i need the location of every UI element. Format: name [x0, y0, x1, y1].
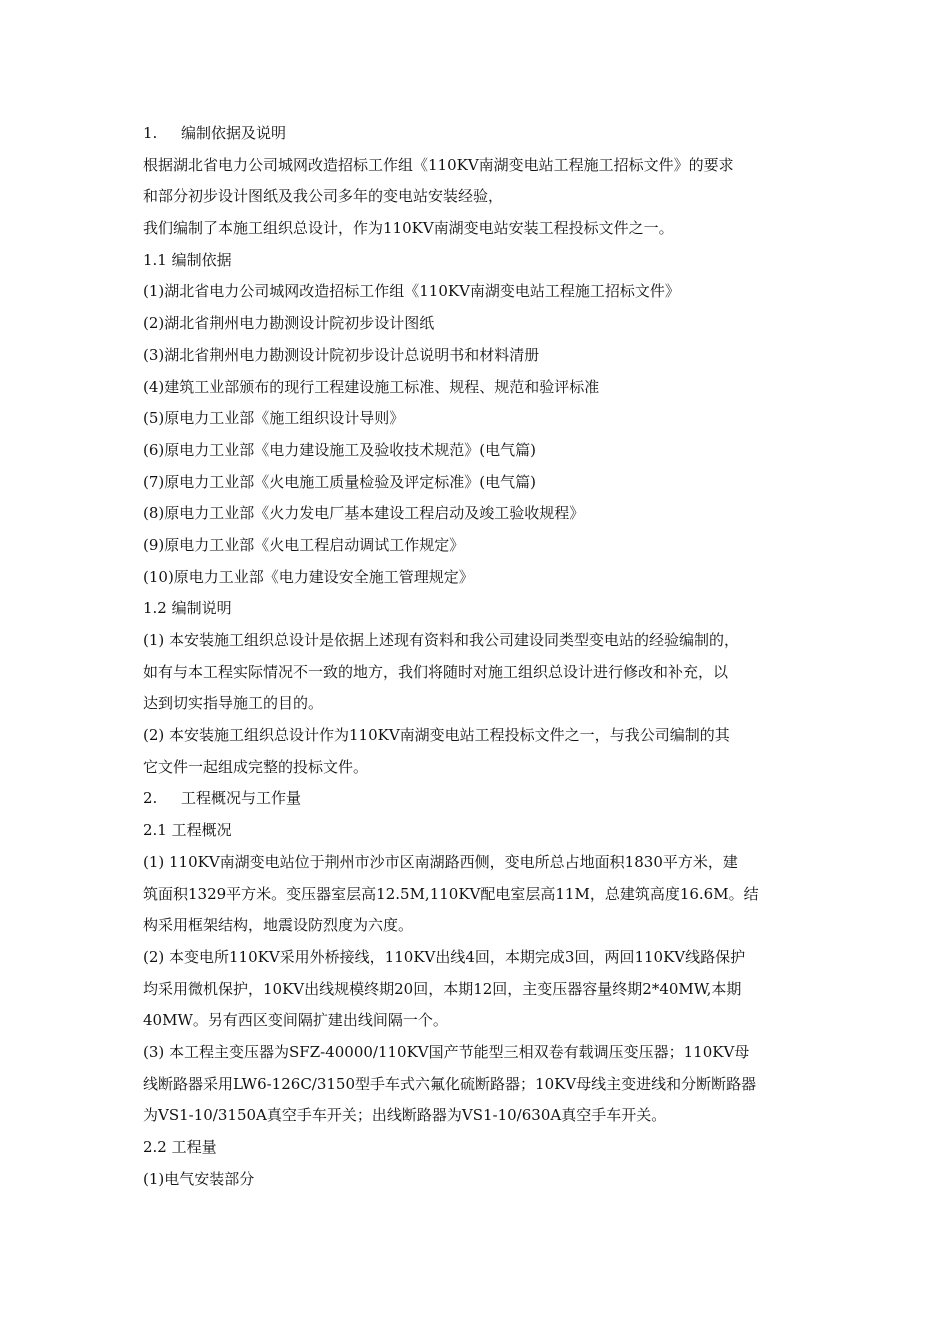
basis-item: (6)原电力工业部《电力建设施工及验收技术规范》(电气篇)	[143, 440, 536, 459]
paragraph-line: (2) 本变电所110KV采用外桥接线，110KV出线4回，本期完成3回，两回110KV线路保护	[143, 947, 746, 966]
paragraph-line: 均采用微机保护，10KV出线规模终期20回，本期12回，主变压器容量终期2*40MW,本期	[143, 979, 742, 998]
paragraph-line: (1) 本安装施工组织总设计是依据上述现有资料和我公司建设同类型变电站的经验编制的，	[143, 631, 740, 649]
paragraph-line: 为VS1-10/3150A真空手车开关；出线断路器为VS1-10/630A真空手车开关。	[143, 1106, 667, 1125]
paragraph-line: 和部分初步设计图纸及我公司多年的变电站安装经验，	[143, 187, 504, 206]
subsection-heading-1-1: 1.1 编制依据	[143, 250, 232, 269]
paragraph-line: 线断路器采用LW6-126C/3150型手车式六氟化硫断路器；10KV母线主变进线和分断断路器	[143, 1074, 757, 1093]
paragraph-line: 构采用框架结构，地震设防烈度为六度。	[143, 916, 414, 935]
subsection-heading-2-1: 2.1 工程概况	[143, 821, 232, 840]
basis-item: (7)原电力工业部《火电施工质量检验及评定标准》(电气篇)	[143, 472, 536, 491]
section-heading-2	[143, 783, 815, 815]
section-title: 编制依据及说明	[181, 124, 287, 142]
document-page	[143, 118, 815, 1195]
basis-item: (8)原电力工业部《火力发电厂基本建设工程启动及竣工验收规程》	[143, 504, 585, 523]
paragraph-line: 如有与本工程实际情况不一致的地方，我们将随时对施工组织总设计进行修改和补充，以	[143, 662, 729, 681]
basis-item: (1)湖北省电力公司城网改造招标工作组《110KV南湖变电站工程施工招标文件》	[143, 282, 680, 301]
paragraph-line: (3) 本工程主变压器为SFZ-40000/110KV国产节能型三相双卷有载调压变压器；110KV母	[143, 1042, 750, 1061]
section-number: 2.	[143, 789, 158, 808]
basis-item: (9)原电力工业部《火电工程启动调试工作规定》	[143, 535, 465, 554]
paragraph-line: (1) 110KV南湖变电站位于荆州市沙市区南湖路西侧，变电所总占地面积1830平方米，建	[143, 852, 738, 871]
paragraph-line: (2) 本安装施工组织总设计作为110KV南湖变电站工程投标文件之一，与我公司编制的其	[143, 726, 730, 745]
workload-item: (1)电气安装部分	[143, 1169, 255, 1188]
paragraph-line: 根据湖北省电力公司城网改造招标工作组《110KV南湖变电站工程施工招标文件》的要求	[143, 155, 734, 174]
section-number: 1.	[143, 124, 158, 142]
basis-item: (5)原电力工业部《施工组织设计导则》	[143, 409, 405, 428]
basis-item: (2)湖北省荆州电力勘测设计院初步设计图纸	[143, 314, 435, 333]
paragraph-line: 筑面积1329平方米。变压器室层高12.5M,110KV配电室层高11M，总建筑高度16.6M。结	[143, 884, 759, 903]
paragraph-line: 40MW。另有西区变间隔扩建出线间隔一个。	[143, 1011, 448, 1030]
basis-item: (4)建筑工业部颁布的现行工程建设施工标准、规程、规范和验评标准	[143, 377, 600, 396]
section-heading-1	[143, 118, 815, 150]
subsection-heading-2-2: 2.2 工程量	[143, 1138, 217, 1156]
paragraph-line: 我们编制了本施工组织总设计，作为110KV南湖变电站安装工程投标文件之一。	[143, 219, 674, 238]
paragraph-line: 它文件一起组成完整的投标文件。	[143, 757, 369, 776]
paragraph-line: 达到切实指导施工的目的。	[143, 694, 324, 713]
basis-item: (10)原电力工业部《电力建设安全施工管理规定》	[143, 567, 474, 586]
subsection-heading-1-2: 1.2 编制说明	[143, 599, 232, 618]
section-title: 工程概况与工作量	[181, 789, 302, 808]
basis-item: (3)湖北省荆州电力勘测设计院初步设计总说明书和材料清册	[143, 345, 540, 364]
